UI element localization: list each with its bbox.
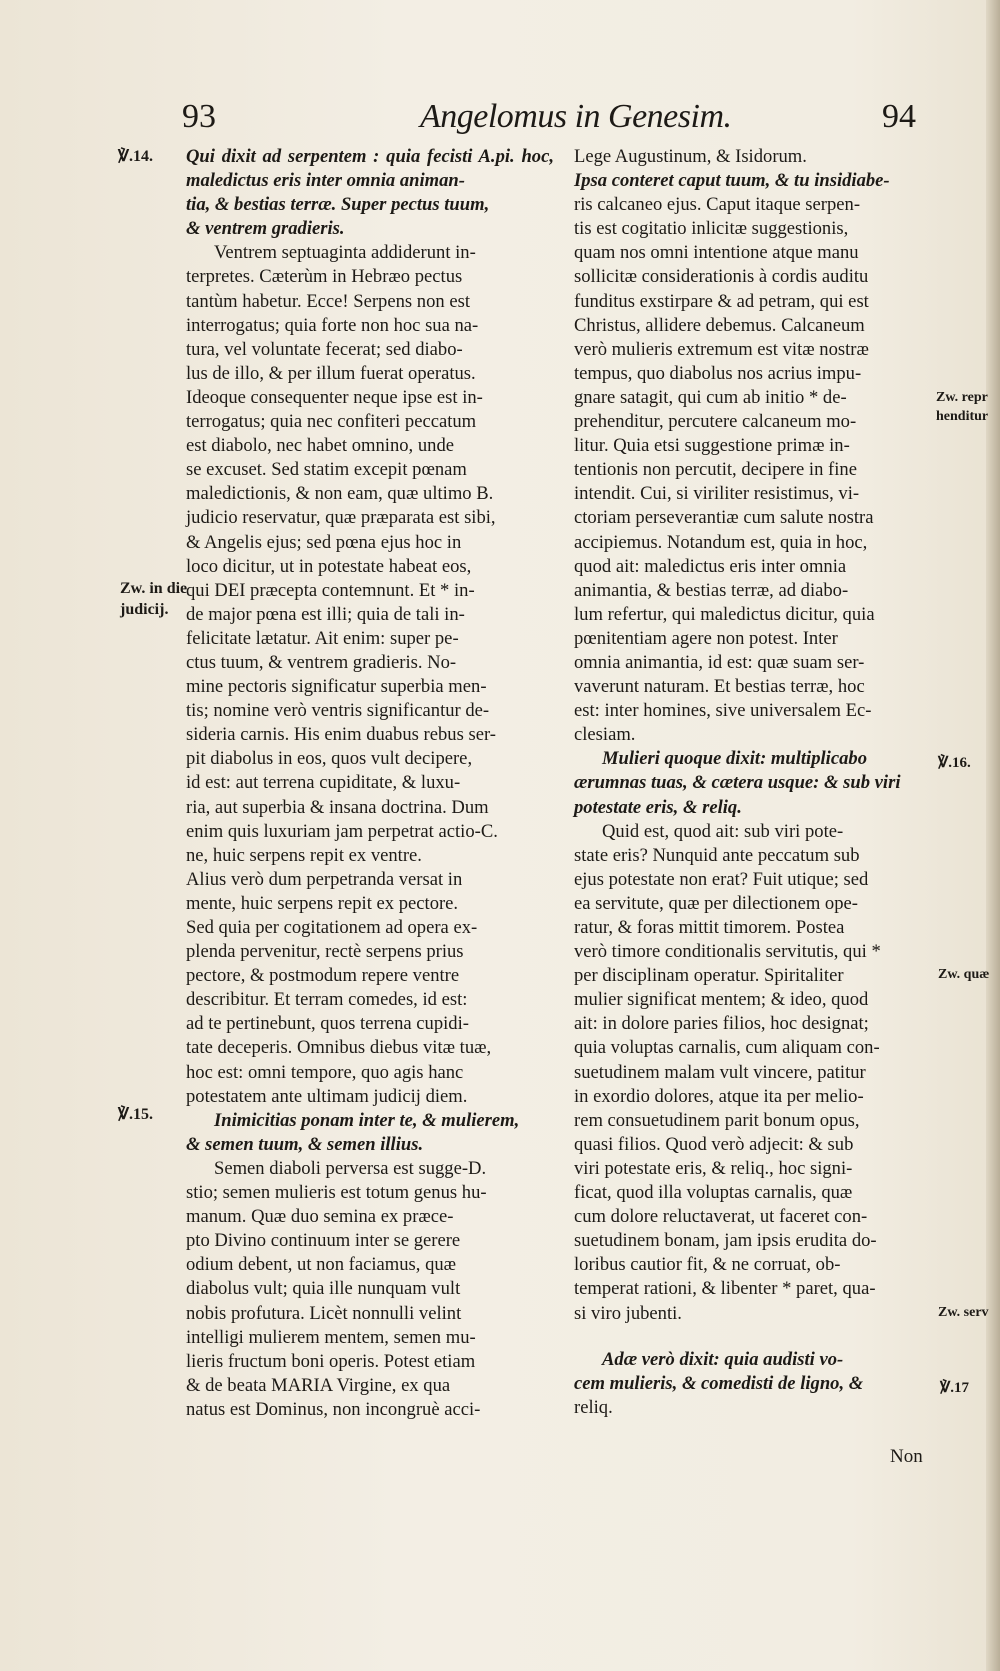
margin-note-serv: Zw. serv — [938, 1305, 989, 1320]
text-line: tis est cogitatio inlicitæ suggestionis, — [574, 218, 849, 240]
page-number-right: 94 — [882, 98, 916, 135]
text-line: mine pectoris significatur superbia men- — [186, 676, 487, 698]
text-line: tate deceperis. Omnibus diebus vitæ tuæ, — [186, 1037, 492, 1059]
text-line: manum. Quæ duo semina ex præce- — [186, 1206, 454, 1228]
text-line: quasi filios. Quod verò adjecit: & sub — [574, 1133, 854, 1155]
verse-marker-17: ℣.17 — [940, 1380, 970, 1396]
text-line: pit diabolus in eos, quos vult decipere, — [186, 748, 473, 770]
text-line: intendit. Cui, si viriliter resistimus, vi- — [574, 483, 860, 505]
text-line: per disciplinam operatur. Spiritaliter — [574, 965, 844, 987]
running-title: Angelomus in Genesim. — [420, 98, 732, 135]
verse-marker-14: ℣.14. — [118, 148, 153, 165]
text-line: potestatem ante ultimam judicij diem. — [186, 1085, 468, 1107]
text-line: quia voluptas carnalis, cum aliquam con- — [574, 1037, 880, 1059]
text-line: est diabolo, nec habet omnino, unde — [186, 435, 454, 457]
text-line: qui DEI præcepta contemnunt. Et * in- — [186, 579, 475, 601]
text-line: ris calcaneo ejus. Caput itaque serpen- — [574, 194, 861, 216]
text-line: natus est Dominus, non incongruè acci- — [186, 1398, 481, 1420]
text-line: tantùm habetur. Ecce! Serpens non est — [186, 290, 470, 312]
text-line: sollicitæ considerationis à cordis auditu — [574, 266, 869, 288]
text-line: ratur, & foras mittit timorem. Postea — [574, 917, 845, 938]
text-line: accipiemus. Notandum est, quia in hoc, — [574, 531, 868, 553]
text-line: odium debent, ut non faciamus, quæ — [186, 1254, 457, 1276]
text-line: & de beata MARIA Virgine, ex qua — [186, 1374, 451, 1396]
text-line: tis; nomine verò ventris significantur de- — [186, 700, 490, 722]
text-line: viri potestate eris, & reliq., hoc signi- — [574, 1157, 853, 1179]
text-line: ait: in dolore paries filios, hoc designat; — [574, 1013, 869, 1035]
text-line: Sed quia per cogitationem ad opera ex- — [186, 917, 478, 938]
text-line: cum dolore reluctaverat, ut faceret con- — [574, 1206, 868, 1228]
paragraph-gap — [574, 1326, 936, 1348]
text-line: funditus exstirpare & ad petram, qui est — [574, 290, 869, 312]
text-line: ne, huic serpens repit ex ventre. — [186, 844, 422, 866]
text-line: ctus tuum, & ventrem gradieris. No- — [186, 651, 457, 673]
text-line: stio; semen mulieris est totum genus hu- — [186, 1182, 487, 1204]
catchword: Non — [890, 1446, 923, 1467]
text-line: lus de illo, & per illum fuerat operatus. — [186, 362, 476, 384]
text-line: terpretes. Cæterùm in Hebræo pectus — [186, 266, 463, 288]
text-line: temperat rationi, & libenter * paret, qua- — [574, 1278, 876, 1300]
text-line: clesiam. — [574, 724, 636, 746]
text-line: ria, aut superbia & insana doctrina. Dum — [186, 796, 489, 818]
text-line: potestate eris, & reliq. — [574, 796, 742, 818]
verse-marker-16: ℣.16. — [938, 755, 971, 771]
text-line: tempus, quo diabolus nos acrius impu- — [574, 362, 862, 384]
text-line: ærumnas tuas, & cætera usque: & sub viri — [574, 772, 901, 794]
text-line: omnia animantia, id est: quæ suam ser- — [574, 651, 865, 673]
text-line: Inimicitias ponam inter te, & mulierem, — [214, 1109, 520, 1131]
text-line: prehenditur, percutere calcaneum mo- — [574, 411, 857, 433]
text-line: mulier significat mentem; & ideo, quod — [574, 989, 869, 1011]
text-line: litur. Quia etsi suggestione primæ in- — [574, 435, 850, 457]
text-line: se excuset. Sed statim excepit pœnam — [186, 459, 467, 481]
text-line: id est: aut terrena cupiditate, & luxu- — [186, 772, 461, 794]
text-line: interrogatus; quia forte non hoc sua na- — [186, 314, 479, 336]
text-line: Ideoque consequenter neque ipse est in- — [186, 386, 483, 408]
text-line: enim quis luxuriam jam perpetrat actio-C. — [186, 820, 498, 842]
text-line: in exordio dolores, atque ita per melio- — [574, 1085, 864, 1107]
text-line: loco dicitur, ut in potestate habeat eos, — [186, 555, 472, 577]
text-line: vaverunt naturam. Et bestias terræ, hoc — [574, 676, 865, 698]
left-text-column — [186, 145, 554, 1422]
text-line: diabolus vult; quia ille nunquam vult — [186, 1278, 461, 1300]
text-line: & semen tuum, & semen illius. — [186, 1133, 424, 1155]
text-line: terrogatus; quia nec confiteri peccatum — [186, 411, 477, 433]
right-text-column — [574, 145, 936, 1420]
text-line: & ventrem gradieris. — [186, 218, 345, 240]
text-line: reliq. — [574, 1396, 613, 1418]
text-line: maledictionis, & non eam, quæ ultimo B. — [186, 483, 494, 505]
margin-note-zw-2: judicij. — [120, 601, 169, 618]
text-line: describitur. Et terram comedes, id est: — [186, 989, 468, 1011]
text-line: si viro jubenti. — [574, 1302, 682, 1324]
text-line: pto Divino continuum inter se gerere — [186, 1230, 461, 1252]
text-line: suetudinem malam vult vincere, patitur — [574, 1061, 866, 1083]
text-line: gnare satagit, qui cum ab initio * de- — [574, 386, 847, 408]
text-line: intelligi mulierem mentem, semen mu- — [186, 1326, 476, 1348]
text-line: tia, & bestias terræ. Super pectus tuum, — [186, 194, 490, 216]
margin-note-repr-2: henditur — [936, 409, 989, 424]
text-line: Ipsa conteret caput tuum, & tu insidiabe- — [574, 170, 890, 192]
verse-marker-15: ℣.15. — [118, 1106, 153, 1123]
text-line: tura, vel voluntate fecerat; sed diabo- — [186, 338, 463, 360]
text-line: ea servitute, quæ per dilectionem ope- — [574, 892, 858, 914]
text-line: lum refertur, qui maledictus dicitur, quia — [574, 603, 875, 625]
text-line: state eris? Nunquid ante peccatum sub — [574, 844, 860, 866]
text-line: ejus potestate non erat? Fuit utique; sed — [574, 868, 869, 890]
text-line: pectore, & postmodum repere ventre — [186, 965, 460, 987]
text-line: ad te pertinebunt, quos terrena cupidi- — [186, 1013, 469, 1035]
text-line: ctoriam perseverantiæ cum salute nostra — [574, 507, 874, 529]
text-line: loribus cautior fit, & ne corruat, ob- — [574, 1254, 841, 1276]
margin-note-zw-1: Zw. in die — [120, 580, 188, 597]
text-line: pœnitentiam agere non potest. Inter — [574, 627, 838, 649]
text-line: sideria carnis. His enim duabus rebus ser- — [186, 724, 496, 746]
margin-note-repr-1: Zw. repr — [936, 390, 988, 405]
text-line: Semen diaboli perversa est sugge-D. — [214, 1157, 487, 1179]
text-line: Alius verò dum perpetranda versat in — [186, 868, 463, 890]
text-line: animantia, & bestias terræ, ad diabo- — [574, 579, 849, 601]
page-header — [0, 98, 1000, 142]
text-line: mente, huic serpens repit ex pectore. — [186, 892, 459, 914]
text-line: plenda pervenitur, rectè serpens prius — [186, 941, 464, 963]
text-line: cem mulieris, & comedisti de ligno, & — [574, 1372, 864, 1394]
text-line: Qui dixit ad serpentem : quia fecisti A.pi. hoc, maledictus eris inter omnia animan- — [186, 146, 554, 192]
text-line: quam nos omni intentione atque manu — [574, 242, 859, 264]
text-line: hoc est: omni tempore, quo agis hanc — [186, 1061, 464, 1083]
text-line: suetudinem bonam, jam ipsis erudita do- — [574, 1230, 877, 1252]
text-line: lieris fructum boni operis. Potest etiam — [186, 1350, 476, 1372]
text-line: Ventrem septuaginta addiderunt in- — [214, 242, 476, 264]
text-line: rem consuetudinem parit bonum opus, — [574, 1109, 860, 1131]
text-line: tentionis non percutit, decipere in fine — [574, 459, 857, 481]
text-line: felicitate lætatur. Ait enim: super pe- — [186, 627, 459, 649]
text-line: quod ait: maledictus eris inter omnia — [574, 555, 847, 577]
text-line: Lege Augustinum, & Isidorum. — [574, 146, 807, 167]
text-line: & Angelis ejus; sed pœna ejus hoc in — [186, 531, 462, 553]
page-edge — [986, 0, 1000, 1671]
text-line: Mulieri quoque dixit: multiplicabo — [602, 748, 867, 770]
text-line: de major pœna est illi; quia de tali in- — [186, 603, 465, 625]
text-line: Christus, allidere debemus. Calcaneum — [574, 314, 865, 336]
text-line: Adæ verò dixit: quia audisti vo- — [602, 1348, 844, 1370]
text-line: verò mulieris extremum est vitæ nostræ — [574, 338, 869, 360]
text-line: nobis profutura. Licèt nonnulli velint — [186, 1302, 462, 1324]
text-line: Quid est, quod ait: sub viri pote- — [602, 820, 844, 842]
page-number-left: 93 — [182, 98, 216, 135]
margin-note-quae: Zw. quæ — [938, 967, 990, 982]
text-line: verò timore conditionalis servitutis, qui * — [574, 941, 881, 963]
text-line: ficat, quod illa voluptas carnalis, quæ — [574, 1182, 853, 1204]
text-line: judicio reservatur, quæ præparata est sibi, — [186, 507, 496, 529]
text-line: est: inter homines, sive universalem Ec- — [574, 700, 872, 722]
